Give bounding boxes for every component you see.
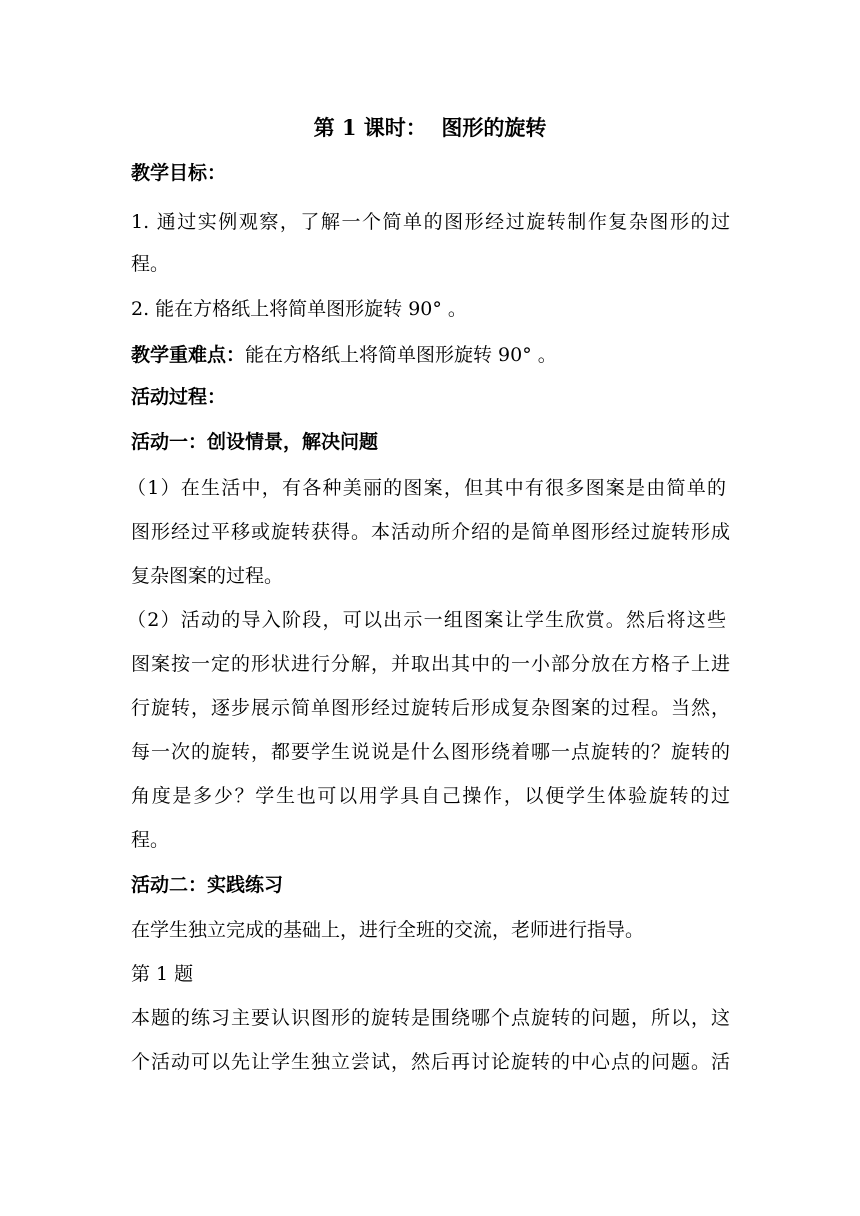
activity-1-paragraph-2-line-2: 图案按一定的形状进行分解，并取出其中的一小部分放在方格子上进 <box>131 653 730 675</box>
key-points-line <box>131 342 557 368</box>
key-points-text: 能在方格纸上将简单图形旋转 90° 。 <box>245 344 557 366</box>
objective-1-line-1: 1. 通过实例观察，了解一个简单的图形经过旋转制作复杂图形的过 <box>131 211 730 233</box>
key-points-label: 教学重难点： <box>131 344 246 366</box>
question-1-line-2: 个活动可以先让学生独立尝试，然后再讨论旋转的中心点的问题。活 <box>131 1051 730 1073</box>
activity-1-paragraph-1-line-2: 图形经过平移或旋转获得。本活动所介绍的是简单图形经过旋转形成 <box>131 521 730 543</box>
activity-1-paragraph-2-line-1: （2）活动的导入阶段，可以出示一组图案让学生欣赏。然后将这些 <box>127 609 726 631</box>
activity-1-paragraph-2-line-4: 每一次的旋转，都要学生说说是什么图形绕着哪一点旋转的？旋转的 <box>131 741 730 763</box>
activity-2-heading: 活动二：实践练习 <box>131 874 284 896</box>
activity-2-intro: 在学生独立完成的基础上，进行全班的交流，老师进行指导。 <box>131 919 645 941</box>
objective-2: 2. 能在方格纸上将简单图形旋转 90° 。 <box>131 298 467 320</box>
objective-1-line-2: 程。 <box>131 253 170 275</box>
activity-1-paragraph-2-line-3: 行旋转，逐步展示简单图形经过旋转后形成复杂图案的过程。当然， <box>131 697 730 719</box>
question-1-label: 第 1 题 <box>131 963 194 985</box>
activity-1-paragraph-2-line-5: 角度是多少？学生也可以用学具自己操作，以便学生体验旋转的过 <box>131 785 730 807</box>
activity-1-paragraph-1-line-1: （1）在生活中，有各种美丽的图案，但其中有很多图案是由简单的 <box>127 477 726 499</box>
activity-1-paragraph-1-line-3: 复杂图案的过程。 <box>131 565 284 587</box>
activity-1-heading: 活动一：创设情景，解决问题 <box>131 431 379 453</box>
question-1-line-1: 本题的练习主要认识图形的旋转是围绕哪个点旋转的问题，所以，这 <box>131 1007 730 1029</box>
process-heading: 活动过程： <box>131 386 227 408</box>
activity-1-paragraph-2-line-6: 程。 <box>131 829 170 851</box>
objectives-heading: 教学目标： <box>131 162 227 184</box>
page-title: 第 1 课时： 图形的旋转 <box>313 115 547 140</box>
